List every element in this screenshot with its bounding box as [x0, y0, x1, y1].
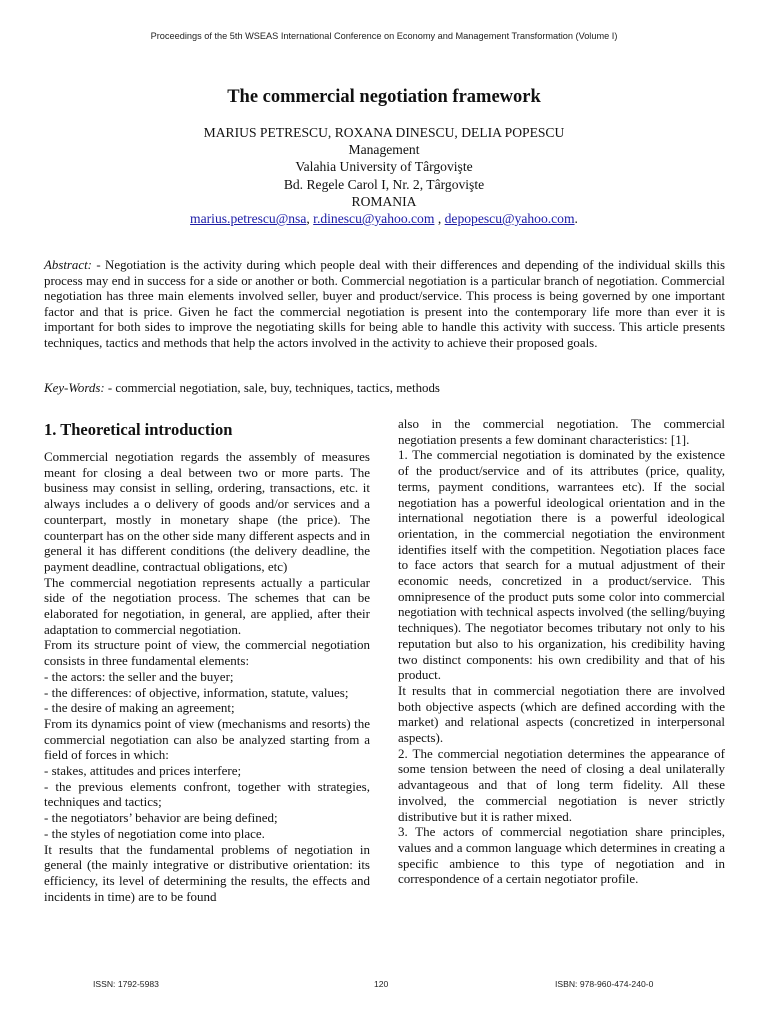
footer-issn: ISSN: 1792-5983 — [93, 979, 159, 989]
author-department: Management — [348, 142, 420, 158]
email-separator: , — [306, 211, 314, 227]
email-link-popescu[interactable]: depopescu@yahoo.com — [444, 211, 575, 227]
numbered-paragraph: 2. The commercial negotiation determines the appearance of some tension between the need of closing a deal unilaterally advantageous and that of long term fidelity. All these involved, the commercial negotiation is never strictly distributive but it is rather mixed. — [398, 745, 725, 824]
body-paragraph: From its dynamics point of view (mechanisms and resorts) the commercial negotiation can also be analyzed starting from a field of forces in which: — [44, 715, 370, 763]
list-item: - the previous elements confront, together with strategies, techniques and tactics; — [44, 778, 370, 810]
list-item: - the styles of negotiation come into place. — [44, 825, 265, 841]
body-paragraph: From its structure point of view, the commercial negotiation consists in three fundamental elements: — [44, 637, 370, 669]
body-paragraph: It results that in commercial negotiation there are involved both objective aspects (which are defined according with the market) and relational aspects (concretized in interpersonal aspects). — [398, 682, 725, 746]
email-link-dinescu[interactable]: r.dinescu@yahoo.com — [313, 211, 435, 227]
abstract-text: - Negotiation is the activity during which people deal with their differences and depending of the individual skills this process may end in success for a side or another or both. Commercial negotiation is a particular branch of negotiation. Commercial negotiation has three main elements involved seller, buyer and product/service. This process is being governed by one important factor and that is price. Given he fact the commercial negotiation is present into the contemporary life more than ever it is important for both sides to improve the negotiating skills for being able to handle this activity with success. This article presents techniques, tactics and methods that help the actors involved in the activity to achieve their proposed goals. — [44, 258, 725, 350]
left-column — [44, 420, 370, 904]
body-paragraph: also in the commercial negotiation. The commercial negotiation presents a few dominant characteristics: [1]. — [398, 416, 725, 447]
list-item: - the negotiators’ behavior are being defined; — [44, 810, 278, 826]
keywords-label: Key-Words: — [44, 381, 105, 395]
list-item: - the desire of making an agreement; — [44, 700, 235, 716]
author-emails — [0, 210, 768, 227]
email-link-petrescu[interactable]: marius.petrescu@nsa — [190, 211, 307, 227]
body-paragraph: Commercial negotiation regards the assembly of measures meant for closing a deal between two or more parts. The business may consist in selling, ordering, transactions, etc. it always includes a o delivery of goods and/or services and a counterpart, mostly in monetary shape (the price). The counterpart has on the other side many different aspects and in general it has different conditions (the delivery deadline, the payment deadline, contractual obligations, etc) — [44, 449, 370, 574]
list-item: - the actors: the seller and the buyer; — [44, 668, 234, 684]
footer-isbn: ISBN: 978-960-474-240-0 — [555, 979, 654, 989]
body-paragraph: It results that the fundamental problems of negotiation in general (the mainly integrative or distributive orientation: its efficiency, its level of determining the results, the effects and incidents in time) are to be found — [44, 841, 370, 904]
running-header: Proceedings of the 5th WSEAS International Conference on Economy and Management Transformation (Volume I) — [150, 31, 618, 41]
keywords-text: - commercial negotiation, sale, buy, techniques, tactics, methods — [104, 381, 440, 395]
list-item: - stakes, attitudes and prices interfere; — [44, 763, 242, 779]
author-names: MARIUS PETRESCU, ROXANA DINESCU, DELIA POPESCU — [203, 125, 565, 140]
email-terminator: . — [574, 211, 578, 227]
numbered-paragraph: 1. The commercial negotiation is dominated by the existence of the product/service and of its attributes (price, quality, terms, payment conditions, warrantees etc). If the social negotiation has a powerful ideological orientation and in the international negotiation there is a powerful ideological orientation, in the commercial negotiation the environment identifies itself with the competition. Negotiation places face to face actors that search for a mutual adjustment of their economic needs, concretized in a product/service. This omnipresence of the product puts some color into commercial negotiation with technical aspects involved (the selling/buying techniques). The negotiator becomes tributary not only to his reputation but also to his organization, his credibility having two distinct components: his own credibility and that of his product. — [398, 447, 725, 683]
right-column — [398, 416, 725, 887]
list-item: - the differences: of objective, information, statute, values; — [44, 684, 349, 700]
body-paragraph: The commercial negotiation represents actually a particular side of the negotiation process. The schemes that can be elaborated for negotiation, in general, are applied, after their adaptation to commercial negotiation. — [44, 574, 370, 637]
keywords — [44, 381, 725, 397]
author-block — [0, 124, 768, 227]
email-separator: , — [434, 211, 445, 227]
page-number: 120 — [374, 979, 389, 989]
author-university: Valahia University of Târgovişte — [295, 159, 473, 175]
author-country: ROMANIA — [351, 193, 417, 209]
abstract — [44, 258, 725, 352]
paper-title: The commercial negotiation framework — [227, 87, 541, 107]
numbered-paragraph: 3. The actors of commercial negotiation share principles, values and a common language which determines in creating a specific ambience to this type of negotiation and in correspondence of a certain negotiator profile. — [398, 824, 725, 887]
abstract-label: Abstract: — [44, 258, 92, 272]
section-heading: 1. Theoretical introduction — [44, 420, 233, 439]
author-address: Bd. Regele Carol I, Nr. 2, Târgovişte — [283, 176, 485, 192]
